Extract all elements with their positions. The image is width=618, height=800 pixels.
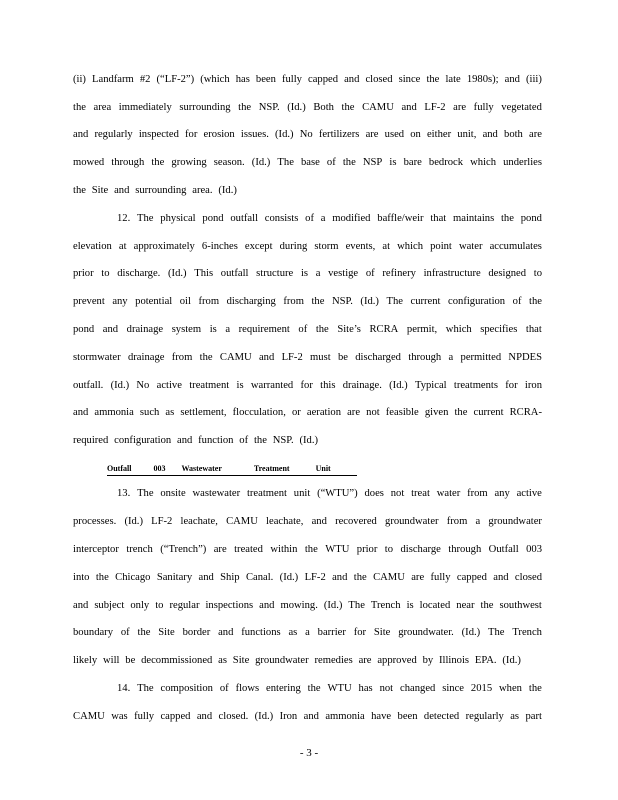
text-line: stormwater drainage from the CAMU and LF-2 must be discharged through a permitted NPDES	[73, 352, 542, 363]
text-line: CAMU was fully capped and closed. (Id.) Iron and ammonia have been detected regularly as part	[73, 711, 542, 722]
text-line: and subject only to regular inspections and mowing. (Id.) The Trench is located near the southwest	[73, 600, 542, 611]
heading-word: Treatment	[253, 464, 290, 473]
text-line: 13. The onsite wastewater treatment unit (“WTU”) does not treat water from any active	[117, 488, 542, 499]
text-line: the area immediately surrounding the NSP. (Id.) Both the CAMU and LF-2 are fully vegetated	[73, 102, 542, 113]
text-line: required configuration and function of the NSP. (Id.)	[73, 435, 319, 446]
text-line: interceptor trench (“Trench”) are treated within the WTU prior to discharge through Outfall 003	[73, 544, 542, 555]
text-line: (ii) Landfarm #2 (“LF-2”) (which has been fully capped and closed since the late 1980s); and (iii)	[73, 74, 542, 85]
text-line: processes. (Id.) LF-2 leachate, CAMU leachate, and recovered groundwater from a groundwater	[73, 516, 542, 527]
text-line: 12. The physical pond outfall consists of a modified baffle/weir that maintains the pond	[117, 213, 542, 224]
text-line: 14. The composition of flows entering the WTU has not changed since 2015 when the	[117, 683, 542, 694]
text-line: prevent any potential oil from discharging from the NSP. (Id.) The current configuration of the	[73, 296, 542, 307]
heading-word: 003	[153, 464, 166, 473]
text-line: into the Chicago Sanitary and Ship Canal. (Id.) LF-2 and the CAMU are fully capped and closed	[73, 572, 542, 583]
text-line: boundary of the Site border and functions as a barrier for Site groundwater. (Id.) The Trench	[73, 627, 542, 638]
text-line: likely will be decommissioned as Site groundwater remedies are approved by Illinois EPA. (Id.)	[73, 655, 521, 666]
heading-word: Outfall	[107, 464, 132, 473]
heading-word: Wastewater	[181, 464, 222, 473]
text-line: the Site and surrounding area. (Id.)	[73, 185, 237, 196]
page-number: - 3 -	[299, 747, 319, 759]
text-line: prior to discharge. (Id.) This outfall structure is a vestige of refinery infrastructure designed to	[73, 268, 542, 279]
text-line: outfall. (Id.) No active treatment is warranted for this drainage. (Id.) Typical treatments for iron	[73, 380, 542, 391]
text-line: elevation at approximately 6-inches except during storm events, at which point water accumulates	[73, 241, 542, 252]
section-heading-outfall-003	[107, 463, 357, 476]
text-line: and regularly inspected for erosion issues. (Id.) No fertilizers are used on either unit, and both are	[73, 129, 542, 140]
text-line: mowed through the growing season. (Id.) The base of the NSP is bare bedrock which underlies	[73, 157, 542, 168]
text-line: and ammonia such as settlement, flocculation, or aeration are not feasible given the current RCRA-	[73, 407, 542, 418]
heading-word: Unit	[315, 464, 331, 473]
text-line: pond and drainage system is a requirement of the Site’s RCRA permit, which specifies that	[73, 324, 542, 335]
